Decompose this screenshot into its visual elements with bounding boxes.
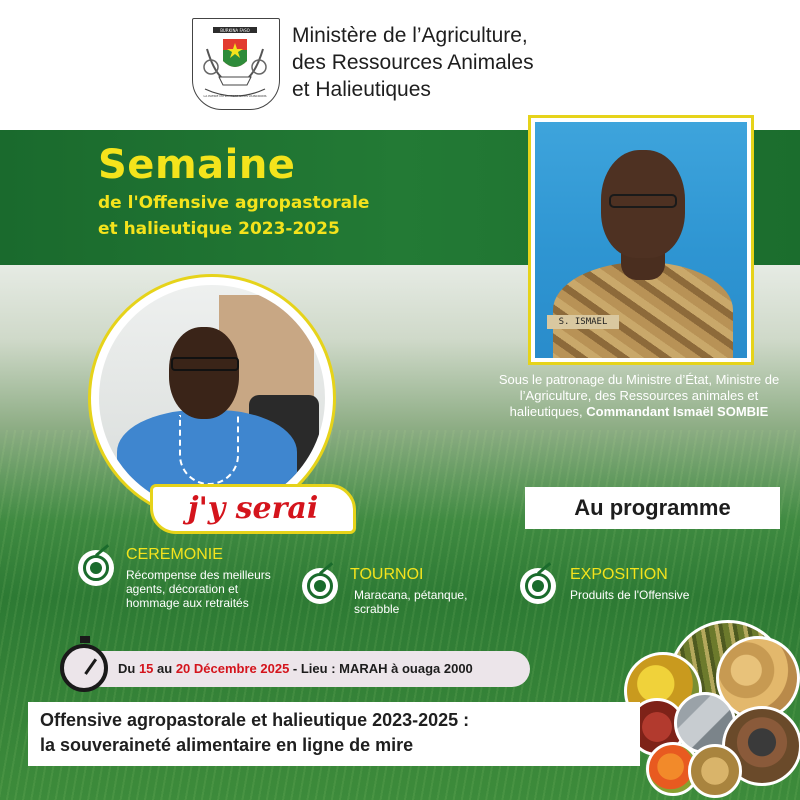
attendee-glasses-icon <box>171 357 239 371</box>
item-title: EXPOSITION <box>570 566 668 583</box>
uniform-nametag: S. ISMAEL <box>547 315 619 329</box>
item-desc-line: scrabble <box>354 602 400 616</box>
event-date-location <box>84 651 530 687</box>
svg-text:BURKINA FASO: BURKINA FASO <box>220 28 250 33</box>
footer-slogan <box>28 702 640 766</box>
ministry-line-2: des Ressources Animales <box>292 51 534 74</box>
item-desc-line: Récompense des meilleurs <box>126 568 271 582</box>
item-desc-line: Maracana, pétanque, <box>354 588 468 602</box>
footer-line-2: la souveraineté alimentaire en ligne de mire <box>40 735 414 755</box>
coat-of-arms-emblem <box>192 18 280 110</box>
programme-heading: Au programme <box>525 487 780 529</box>
item-desc-line: hommage aux retraités <box>126 596 249 610</box>
produce-grain-image <box>688 744 742 798</box>
patron-caption <box>484 372 794 420</box>
footer-line-1: Offensive agropastorale et halieutique 2023-2025 : <box>40 710 470 730</box>
item-desc-line: Produits de l'Offensive <box>570 588 690 602</box>
start-day: 15 <box>138 661 154 676</box>
item-desc-line: agents, décoration et <box>126 582 239 596</box>
stopwatch-icon <box>60 644 108 692</box>
patron-photo-frame <box>528 115 754 365</box>
jyserai-badge: j'y serai <box>150 484 356 534</box>
title-semaine: Semaine <box>98 142 296 188</box>
item-description <box>570 588 689 602</box>
event-location: - Lieu : MARAH à ouaga 2000 <box>289 661 473 676</box>
boubou-embroidery <box>179 415 239 485</box>
item-title: CEREMONIE <box>126 546 223 563</box>
header <box>0 0 800 130</box>
coat-of-arms-icon <box>193 19 278 107</box>
ministry-line-3: et Halieutiques <box>292 78 431 101</box>
svg-text:LA PATRIE OU LA MORT NOUS VAIN: LA PATRIE OU LA MORT NOUS VAINCRONS <box>203 94 267 98</box>
target-icon <box>78 550 114 586</box>
ministry-line-1: Ministère de l’Agriculture, <box>292 24 528 47</box>
target-icon <box>520 568 556 604</box>
attendee-photo <box>99 285 325 511</box>
ministry-name <box>292 22 534 103</box>
title-subtitle <box>98 190 369 242</box>
attendee-head <box>169 327 239 419</box>
title-line-2: et halieutique 2023-2025 <box>98 219 340 239</box>
patron-caption-text: Sous le patronage du Ministre d’État, Ministre de l’Agriculture, des Ressources animales et halieutiques, <box>498 372 780 419</box>
item-description <box>354 588 467 616</box>
date-prefix: Du <box>118 661 139 676</box>
patron-photo <box>535 122 747 358</box>
item-title: TOURNOI <box>350 566 424 583</box>
item-description <box>126 568 271 610</box>
glasses-icon <box>609 194 677 208</box>
date-mid: au <box>153 661 176 676</box>
target-icon <box>302 568 338 604</box>
title-line-1: de l'Offensive agropastorale <box>98 193 370 213</box>
patron-name: Commandant Ismaël SOMBIE <box>586 404 769 419</box>
end-date: 20 Décembre 2025 <box>175 661 290 676</box>
